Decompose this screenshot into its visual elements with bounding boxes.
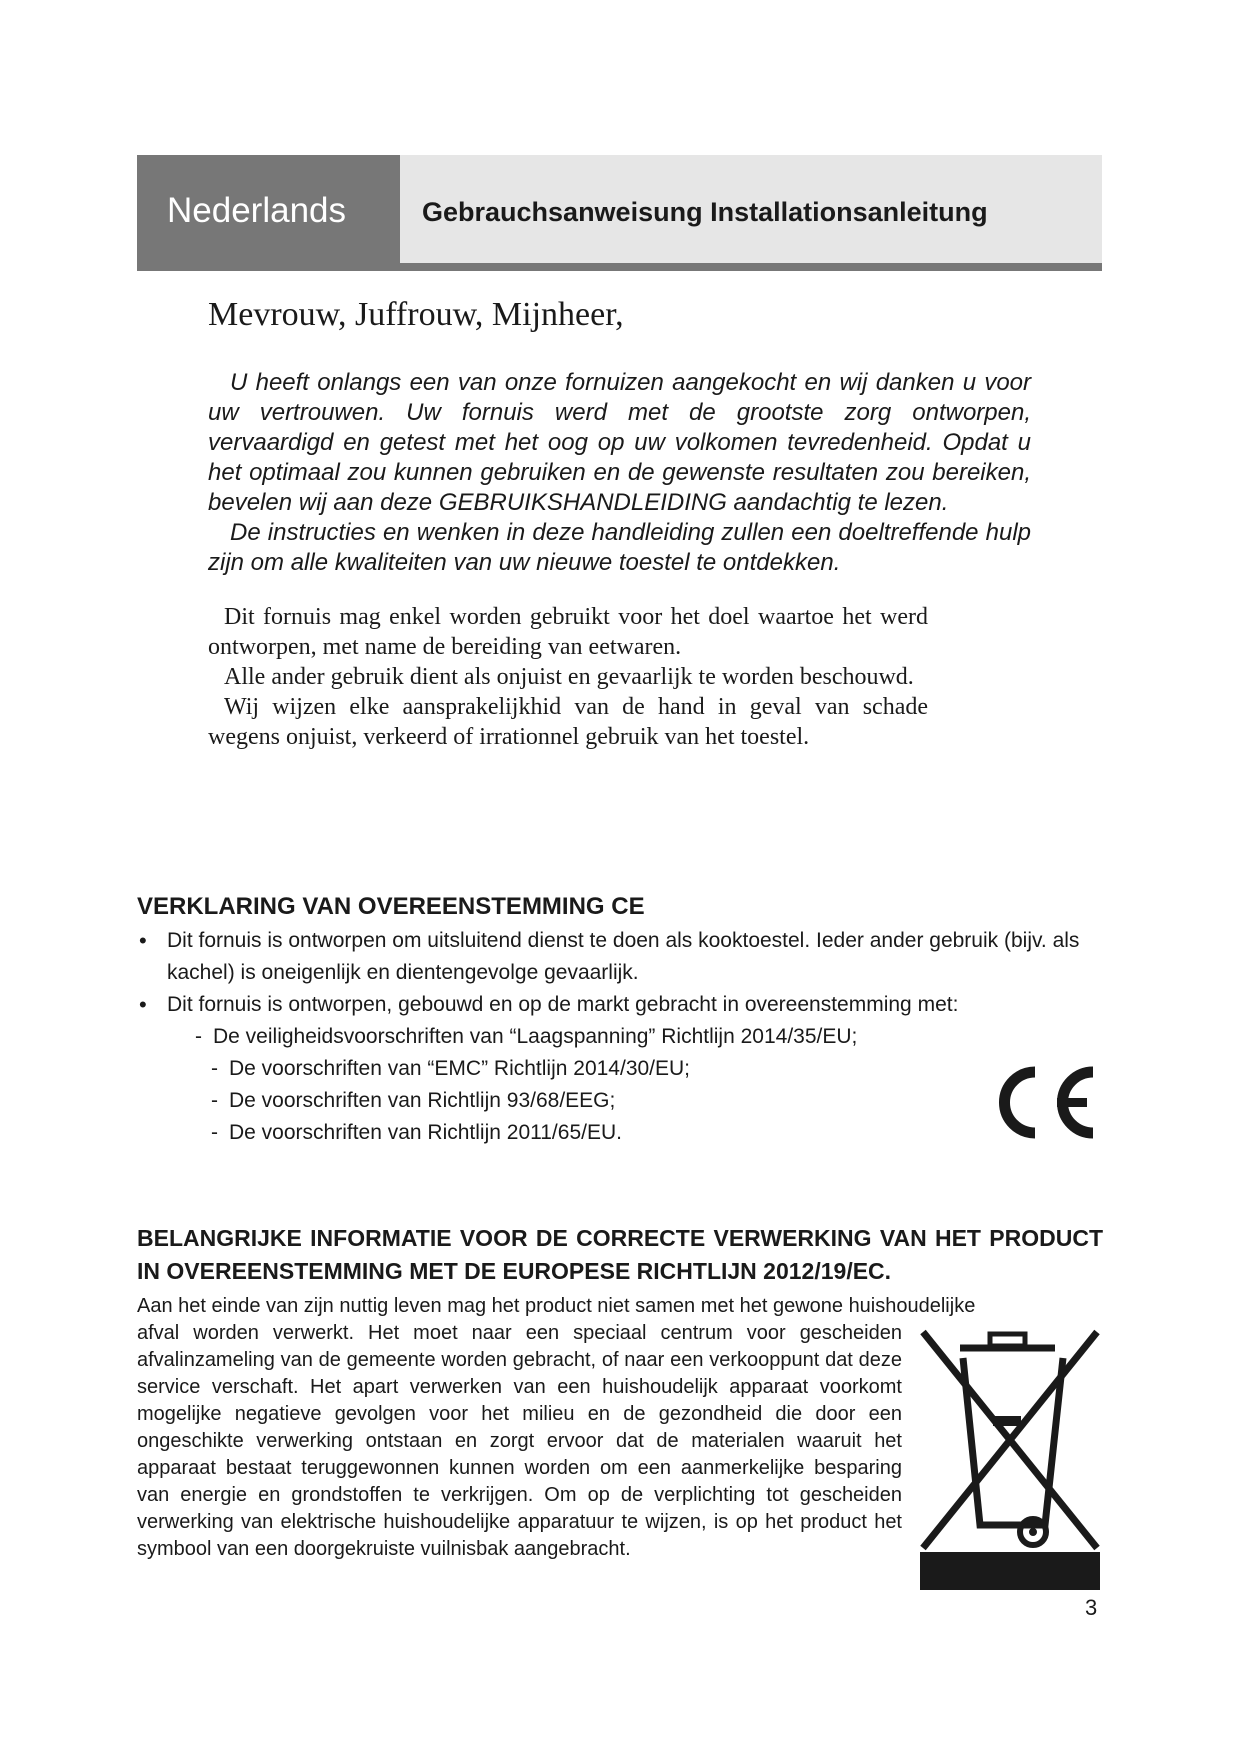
header-divider: [137, 263, 1102, 271]
weee-text-body: afval worden verwerkt. Het moet naar een speciaal centrum voor gescheiden afvalinzameling van de gemeente worden gebracht, of naar een verkooppunt dat deze service verschaft. Het apart verwerken van een huishoudelijk apparaat voorkomt mogelijke negatieve gevolgen voor het milieu en de gezondheid die door een ongeschikte verwerking ontstaan en zorgt ervoor dat de materialen waaruit het apparaat bestaat teruggewonnen kunnen worden om een aanmerkelijke besparing van energie en grondstoffen te verkrijgen. Om op de verplichting tot gescheiden verwerking van elektrische huishoudelijke apparatuur te wijzen, is op het product het symbool van een doorgekruiste vuilnisbak aangebracht.: [137, 1322, 902, 1560]
ce-declaration-list: [137, 925, 1097, 1149]
directive-item: - De veiligheidsvoorschriften van “Laagspanning” Richtlijn 2014/35/EU;: [193, 1021, 1097, 1053]
intro-paragraph: U heeft onlangs een van onze fornuizen aangekocht en wij danken u voor uw vertrouwen. Uw fornuis werd met de grootste zorg ontworpen, vervaardigd en getest met het oog op uw volkomen tevredenheid. Opdat u het optimaal zou kunnen gebruiken en de gewenste resultaten zou bereiken, bevelen wij aan deze GEBRUIKSHANDLEIDING aandachtig te lezen.: [208, 369, 1031, 516]
document-title: Gebrauchsanweisung Installationsanleitung: [422, 197, 988, 227]
crossed-bin-icon: [915, 1320, 1105, 1590]
intro-paragraph: De instructies en wenken in deze handleiding zullen een doeltreffende hulp zijn om alle kwaliteiten van uw nieuwe toestel te ontdekken.: [208, 519, 1031, 576]
intro-text: [208, 368, 1031, 578]
language-tab: [137, 155, 400, 271]
usage-paragraph: Dit fornuis mag enkel worden gebruikt voor het doel waartoe het werd ontworpen, met name de bereiding van eetwaren.: [208, 604, 928, 660]
page-header: [137, 155, 1102, 271]
title-banner: [400, 155, 1102, 263]
usage-text: [208, 602, 928, 752]
list-item: • Dit fornuis is ontworpen, gebouwd en op de markt gebracht in overeenstemming met:: [137, 989, 1097, 1021]
weee-section-heading: BELANGRIJKE INFORMATIE VOOR DE CORRECTE VERWERKING VAN HET PRODUCT IN OVEREENSTEMMING MET DE EUROPESE RICHTLIJN 2012/19/EC.: [137, 1225, 1103, 1284]
ce-section-heading: VERKLARING VAN OVEREENSTEMMING CE: [137, 893, 645, 920]
usage-paragraph: Wij wijzen elke aansprakelijkhid van de hand in geval van schade wegens onjuist, verkeerd of irrationnel gebruik van het toestel.: [208, 694, 928, 750]
weee-text-first-line: Aan het einde van zijn nuttig leven mag het product niet samen met het gewone huishoudelijke: [137, 1295, 976, 1317]
language-label: Nederlands: [167, 191, 346, 230]
directive-item: - De voorschriften van “EMC” Richtlijn 2014/30/EU;: [209, 1053, 1097, 1085]
ce-mark-icon: [985, 1060, 1100, 1145]
page-number: 3: [1085, 1595, 1098, 1620]
directive-item: - De voorschriften van Richtlijn 93/68/EEG;: [209, 1085, 1097, 1117]
directive-item: - De voorschriften van Richtlijn 2011/65/EU.: [209, 1117, 1097, 1149]
list-item: • Dit fornuis is ontworpen om uitsluitend dienst te doen als kooktoestel. Ieder ander gebruik (bijv. als kachel) is oneigenlijk en dientengevolge gevaarlijk.: [137, 925, 1097, 989]
usage-paragraph: Alle ander gebruik dient als onjuist en gevaarlijk te worden beschouwd.: [224, 664, 914, 690]
salutation: Mevrouw, Juffrouw, Mijnheer,: [208, 296, 624, 333]
